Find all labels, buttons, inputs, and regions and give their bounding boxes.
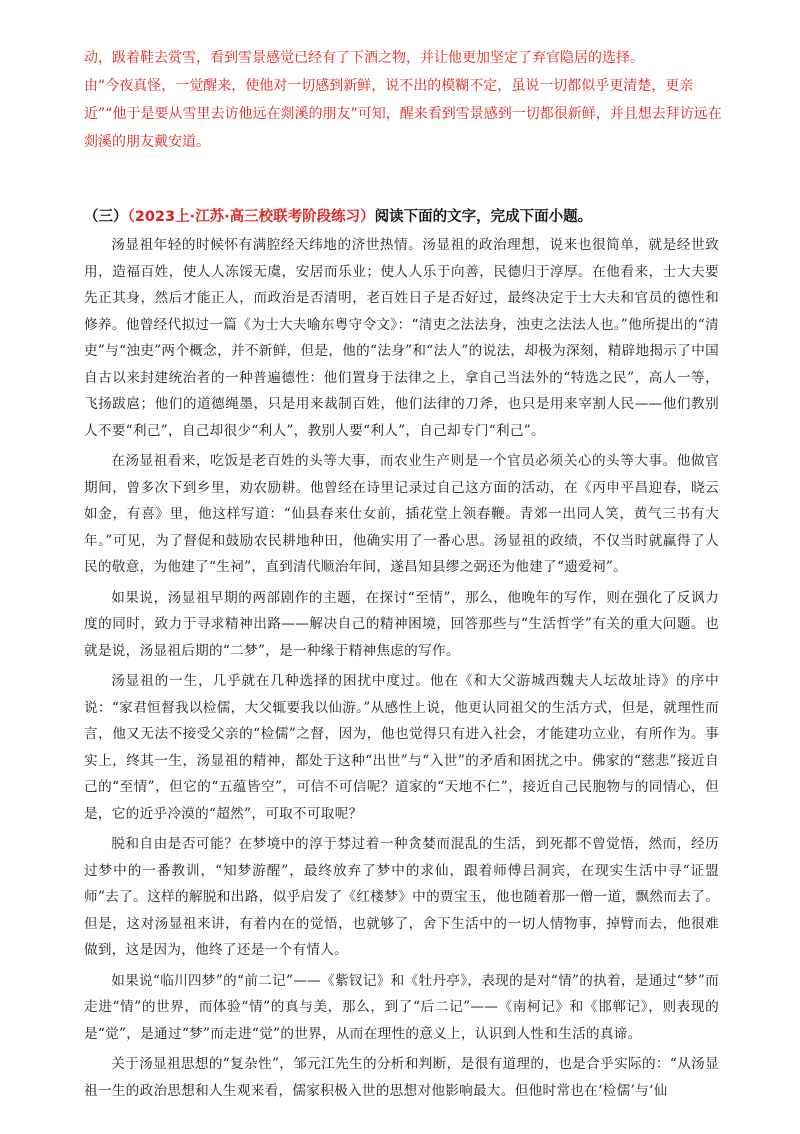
answer-paragraph: 由“今夜真怪，一觉醒来，使他对一切感到新鲜，说不出的模糊不定，虽说一切都似乎更清楚，更亲近”“他于是要从雪里去访他远在剡溪的朋友”可知，醒来看到雪景感到一切都很新鲜，并且想去拜访远在剡溪的朋友戴安道。 xyxy=(84,78,722,150)
question-source: （2023上·江苏·高三校联考阶段练习） xyxy=(127,209,375,225)
passage-paragraph: 在汤显祖看来，吃饭是老百姓的头等大事，而农业生产则是一个官员必须关心的头等大事。他做官期间，曾多次下到乡里，劝农励耕。他曾经在诗里记录过自己这方面的活动，在《丙申平昌迎春，晓云如金，有喜》里，他这样写道：“仙县春来仕女前，插花堂上领春鞭。青郊一出同人笑，黄气三书有大年。”可见，为了督促和鼓励农民耕地种田，他确实用了一番心思。汤显祖的政绩，不仅当时就赢得了人民的敬意，为他建了“生祠”，直到清代顺治年间，遂昌知县缪之弼还为他建了“遗爱祠”。 xyxy=(84,453,719,575)
passage-paragraph: 汤显祖年轻的时候怀有满腔经天纬地的济世热情。汤显祖的政治理想，说来也很简单，就是经世致用，造福百姓，使人人冻馁无虞，安居而乐业；使人人乐于向善，民德归于淳厚。在他看来，士大夫要先正其身，然后才能正人，而政治是否清明，老百姓日子是否好过，最终决定于士大夫和官员的德性和修养。他曾经代拟过一篇《为士大夫喻东粤守令文》：“清吏之法法身，浊吏之法法人也。”他所提出的“清吏”与“浊吏”两个概念，并不新鲜，但是，他的“法身”和“法人”的说法，却极为深刻，精辟地揭示了中国自古以来封建统治者的一种普遍德性：他们置身于法律之上，拿自己当法外的“特选之民”，高人一等，飞扬跋扈；他们的道德绳墨，只是用来裁制百姓，他们法律的刀斧，也只是用来宰割人民——他们教别人不要“利己”，自己却很少“利人”，教别人要“利人”，自己却专门“利己”。 xyxy=(84,237,719,439)
reading-passage xyxy=(84,232,719,1108)
passage-paragraph: 关于汤显祖思想的“复杂性”，邹元江先生的分析和判断，是很有道理的，也是合乎实际的：“从汤显祖一生的政治思想和人生观来看，儒家积极入世的思想对他影响最大。但他时常也在‘检儒’与‘仙 xyxy=(84,1056,719,1099)
section-number: （三） xyxy=(84,209,128,225)
passage-paragraph: 脱和自由是否可能？在梦境中的淳于棼过着一种贪婪而混乱的生活，到死都不曾觉悟，然而，经历过梦中的一番教训，“知梦游醒”，最终放弃了梦中的求仙，跟着师傅吕洞宾，在现实生活中寻“证盟师”去了。这样的解脱和出路，似乎启发了《红楼梦》中的贾宝玉，他也随着那一僧一道，飘然而去了。但是，这对汤显祖来讲，有着内在的觉悟，也就够了，舍下生活中的一切人情物事，掉臂而去，他很难做到，这是因为，他终了还是一个有情人。 xyxy=(84,836,719,958)
passage-paragraph: 如果说，汤显祖早期的两部剧作的主题，在探讨“至情”，那么，他晚年的写作，则在强化了反讽力度的同时，致力于寻求精神出路——解决自己的精神困境，回答那些与“生活哲学”有关的重大问题。也就是说，汤显祖后期的“二梦”，是一种缘于精神焦虑的写作。 xyxy=(84,589,719,659)
passage-paragraph: 如果说“临川四梦”的“前二记”——《紫钗记》和《牡丹亭》，表现的是对“情”的执着，是通过“梦”而走进“情”的世界，而体验“情”的真与美，那么，到了“后二记”——《南柯记》和《邯郸记》，则表现的是“觉”，是通过“梦”而走进“觉”的世界，从而在理性的意义上，认识到人性和生活的真谛。 xyxy=(84,972,719,1042)
passage-paragraph: 汤显祖的一生，几乎就在几种选择的困扰中度过。他在《和大父游城西魏夫人坛故址诗》的序中说：“家君恒督我以检儒，大父辄要我以仙游。”从感性上说，他更认同祖父的生活方式，但是，就理性而言，他又无法不接受父亲的“检儒”之督，因为，他也觉得只有进入社会，才能建功立业，有所作为。事实上，终其一生，汤显祖的精神，都处于这种“出世”与“入世”的矛盾和困扰之中。佛家的“慈悲”接近自己的“至情”，但它的“五蕴皆空”，可信不可信呢？道家的“天地不仁”，接近自己民胞物与的同情心，但是，它的近乎冷漠的“超然”，可取不可取呢？ xyxy=(84,673,719,822)
section-instruction: 阅读下面的文字，完成下面小题。 xyxy=(374,209,593,225)
section-heading xyxy=(84,205,744,226)
answer-line: 动，趿着鞋去赏雪，看到雪景感觉已经有了下酒之物，并让他更加坚定了弃官隐居的选择。 xyxy=(84,50,644,66)
